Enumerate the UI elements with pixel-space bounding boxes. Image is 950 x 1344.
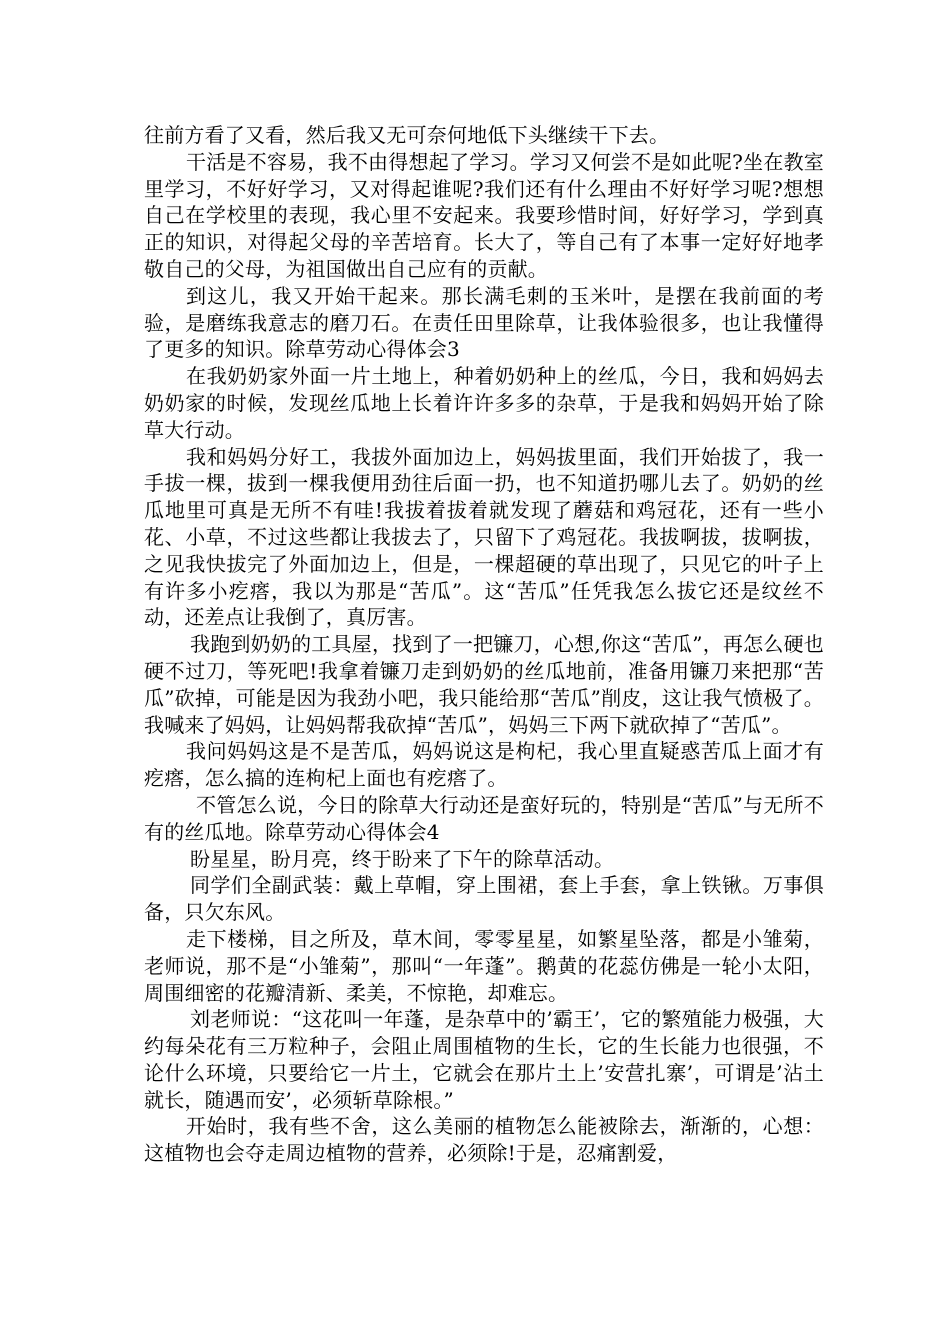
paragraph-8: 不管怎么说，今日的除草大行动还是蛮好玩的，特别是“苦瓜”与无所不有的丝瓜地。除草劳动心得体会4 bbox=[144, 792, 824, 844]
paragraph-6: 我跑到奶奶的工具屋，找到了一把镰刀，心想,你这“苦瓜”，再怎么硬也硬不过刀，等死吧!我拿着镰刀走到奶奶的丝瓜地前，准备用镰刀来把那“苦瓜”砍掉，可能是因为我劲小吧，我只能给那“苦瓜”削皮，这让我气愤极了。我喊来了妈妈，让妈妈帮我砍掉“苦瓜”，妈妈三下两下就砍掉了“苦瓜”。 bbox=[144, 632, 824, 737]
paragraph-4: 在我奶奶家外面一片土地上，种着奶奶种上的丝瓜，今日，我和妈妈去奶奶家的时候，发现丝瓜地上长着许许多多的杂草，于是我和妈妈开始了除草大行动。 bbox=[144, 364, 824, 442]
document-page bbox=[144, 122, 824, 1167]
paragraph-9: 盼星星，盼月亮，终于盼来了下午的除草活动。 bbox=[190, 846, 615, 871]
paragraph-7: 我问妈妈这是不是苦瓜，妈妈说这是枸杞，我心里直疑惑苦瓜上面才有疙瘩，怎么搞的连枸杞上面也有疙瘩了。 bbox=[144, 739, 824, 791]
paragraph-3: 到这儿，我又开始干起来。那长满毛刺的玉米叶，是摆在我前面的考验，是磨练我意志的磨刀石。在责任田里除草，让我体验很多，也让我懂得了更多的知识。除草劳动心得体会3 bbox=[144, 283, 824, 362]
paragraph-12: 刘老师说：“这花叫一年蓬，是杂草中的’霸王’，它的繁殖能力极强，大约每朵花有三万粒种子，会阻止周围植物的生长，它的生长能力也很强，不论什么环境，只要给它一片土，它就会在那片土上’安营扎寨’，可谓是’沾土就长，随遇而安’，必须斩草除根。” bbox=[144, 1007, 824, 1112]
paragraph-10: 同学们全副武装：戴上草帽，穿上围裙，套上手套，拿上铁锹。万事俱备，只欠东风。 bbox=[144, 873, 824, 925]
paragraph-13: 开始时，我有些不舍，这么美丽的植物怎么能被除去，渐渐的，心想：这植物也会夺走周边植物的营养，必须除!于是，忍痛割爱， bbox=[144, 1114, 824, 1166]
paragraph-5: 我和妈妈分好工，我拔外面加边上，妈妈拔里面，我们开始拔了，我一手拔一棵，拔到一棵我便用劲往后面一扔，也不知道扔哪儿去了。奶奶的丝瓜地里可真是无所不有哇!我拔着拔着就发现了蘑菇和鸡冠花，还有一些小花、小草，不过这些都让我拔去了，只留下了鸡冠花。我拔啊拔，拔啊拔，之见我快拔完了外面加边上，但是，一棵超硬的草出现了，只见它的叶子上有许多小疙瘩，我以为那是“苦瓜”。这“苦瓜”任凭我怎么拔它还是纹丝不动，还差点让我倒了，真厉害。 bbox=[144, 444, 824, 630]
paragraph-1: 往前方看了又看，然后我又无可奈何地低下头继续干下去。 bbox=[144, 123, 670, 147]
paragraph-11: 走下楼梯，目之所及，草木间，零零星星，如繁星坠落，都是小雏菊，老师说，那不是“小雏菊”，那叫“一年蓬”。鹅黄的花蕊仿佛是一轮小太阳，周围细密的花瓣清新、柔美，不惊艳，却难忘。 bbox=[144, 926, 824, 1005]
paragraph-2: 干活是不容易，我不由得想起了学习。学习又何尝不是如此呢?坐在教室里学习，不好好学习，又对得起谁呢?我们还有什么理由不好好学习呢?想想自己在学校里的表现，我心里不安起来。我要珍惜时间，好好学习，学到真正的知识，对得起父母的辛苦培育。长大了，等自己有了本事一定好好地孝敬自己的父母，为祖国做出自己应有的贡献。 bbox=[144, 149, 824, 281]
